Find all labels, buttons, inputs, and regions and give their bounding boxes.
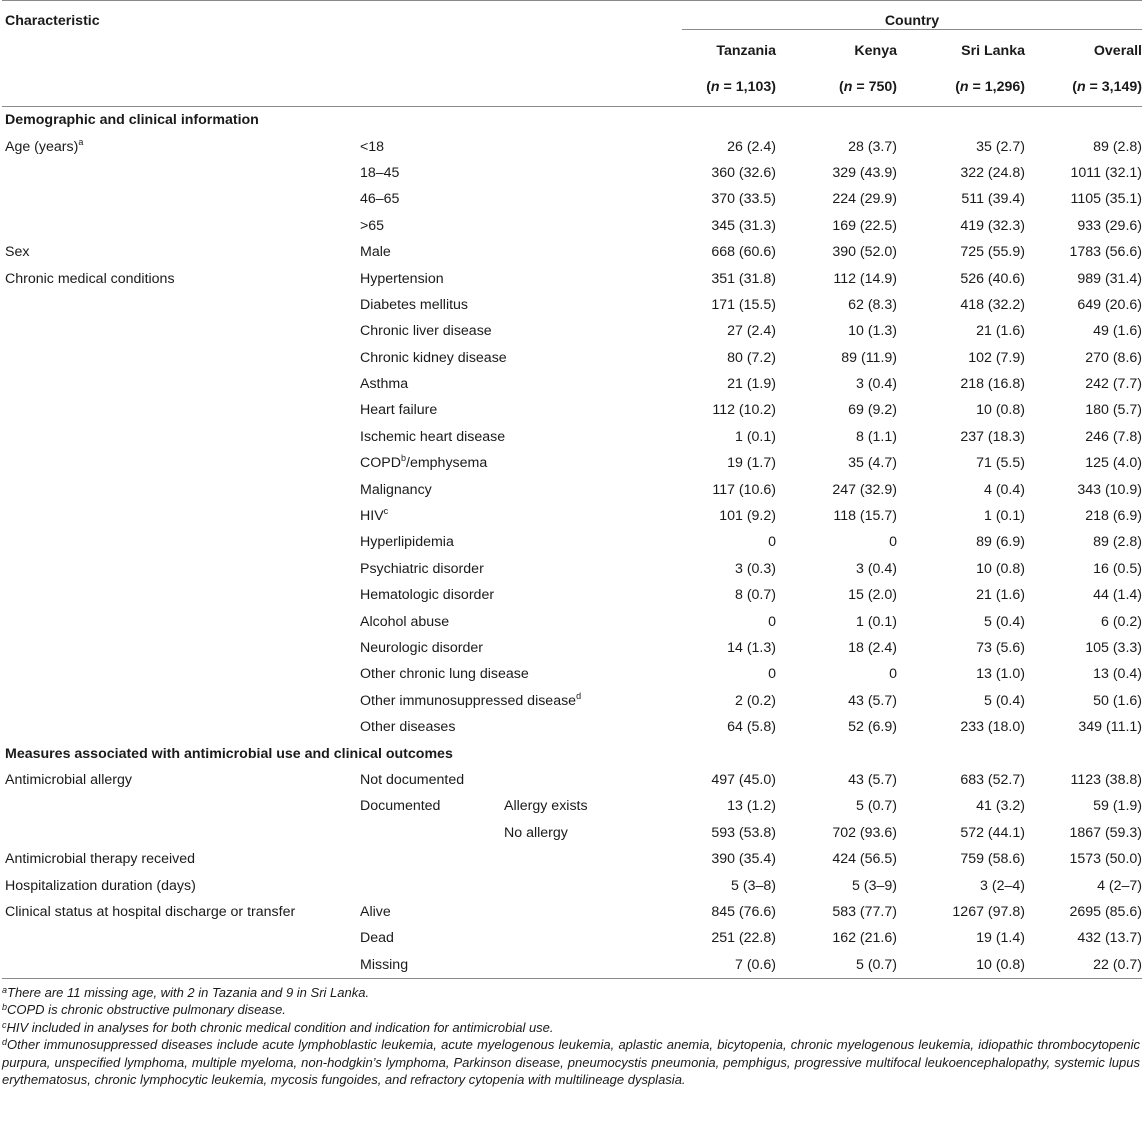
column-heading-overall: Overall	[1093, 43, 1142, 59]
table-cell: 101 (9.2)	[719, 508, 776, 525]
table-row	[2, 239, 1142, 265]
table-cell: 933 (29.6)	[1077, 217, 1143, 234]
table-cell: 112 (10.2)	[712, 402, 776, 419]
table-cell: 989 (31.4)	[1077, 270, 1143, 287]
table-cell: 14 (1.3)	[727, 640, 776, 656]
row-label	[2, 213, 360, 239]
row-sublabel: Other chronic lung disease	[360, 666, 529, 683]
table-cell: 343 (10.9)	[1077, 481, 1143, 498]
row-sublabel-2	[504, 952, 682, 979]
table-cell: 237 (18.3)	[960, 428, 1025, 445]
row-sublabel: Documented	[360, 798, 441, 815]
table-cell: 118 (15.7)	[833, 508, 897, 525]
table-cell: 8 (1.1)	[855, 428, 897, 445]
table-cell: 6 (0.2)	[1101, 613, 1143, 630]
row-sublabel: Dead	[360, 930, 394, 947]
table-cell: 52 (6.9)	[848, 719, 897, 736]
table-cell: 10 (1.3)	[848, 323, 897, 340]
row-label	[2, 793, 360, 819]
table-row	[2, 635, 1142, 661]
row-sublabel: Hematologic disorder	[360, 587, 495, 604]
table-cell: 668 (60.6)	[711, 244, 776, 261]
row-label	[2, 186, 360, 212]
table-row	[2, 424, 1142, 450]
table-cell: 50 (1.6)	[1093, 692, 1143, 709]
header-row-n	[2, 68, 1142, 107]
row-label	[2, 925, 360, 951]
row-sublabel: Not documented	[360, 771, 465, 788]
table-cell: 351 (31.8)	[711, 270, 776, 287]
table-cell: 1123 (38.8)	[1070, 771, 1143, 788]
table-cell: 683 (52.7)	[960, 771, 1025, 788]
row-label	[2, 318, 360, 344]
row-sublabel: Other immunosuppressed disease$^d$	[360, 690, 582, 709]
row-label: Hospitalization duration (days)	[5, 877, 196, 894]
table-row	[2, 213, 1142, 239]
table-cell: 3 (0.4)	[855, 376, 897, 393]
table-cell: 583 (77.7)	[832, 903, 897, 920]
row-label: Sex	[5, 244, 30, 261]
row-sublabel	[360, 820, 504, 846]
table-cell: 218 (6.9)	[1085, 508, 1143, 525]
table-cell: 2695 (85.6)	[1069, 903, 1143, 920]
table-cell: 44 (1.4)	[1093, 587, 1143, 604]
table-row	[2, 661, 1142, 687]
row-sublabel: Chronic liver disease	[360, 323, 492, 340]
row-sublabel: Heart failure	[360, 402, 438, 419]
table-cell: 10 (0.8)	[976, 560, 1025, 577]
table-row	[2, 345, 1142, 371]
row-sublabel: Chronic kidney disease	[360, 349, 507, 366]
table-cell: 169 (22.5)	[832, 217, 897, 234]
table-cell: 702 (93.6)	[832, 824, 897, 841]
table-cell: 432 (13.7)	[1077, 930, 1143, 947]
table-cell: 242 (7.7)	[1085, 376, 1143, 393]
table-cell: 1 (0.1)	[734, 428, 776, 445]
row-sublabel	[360, 872, 504, 898]
table-cell: 35 (4.7)	[848, 455, 897, 472]
table-cell: 125 (4.0)	[1085, 455, 1143, 472]
table-cell: 10 (0.8)	[976, 956, 1025, 973]
row-label	[2, 503, 360, 529]
section-measures-title: Measures associated with antimicrobial use and clinical outcomes	[5, 745, 453, 762]
row-sublabel-2	[504, 925, 682, 951]
table-cell: 3 (0.4)	[855, 560, 897, 577]
row-sublabel: Other diseases	[360, 719, 456, 736]
footnote-a: $^a$There are 11 missing age, with 2 in Tazania and 9 in Sri Lanka.	[2, 984, 370, 1000]
section-measures	[2, 740, 1142, 766]
table-cell: 64 (5.8)	[727, 719, 776, 736]
table-cell: 593 (53.8)	[711, 824, 776, 841]
row-label	[2, 450, 360, 476]
row-label: Antimicrobial allergy	[5, 771, 132, 788]
table-cell: 511 (39.4)	[961, 191, 1025, 208]
table-cell: 5 (0.4)	[983, 613, 1025, 630]
table-cell: 5 (0.4)	[983, 692, 1025, 709]
table-cell: 62 (8.3)	[848, 296, 897, 313]
row-sublabel-2	[504, 872, 682, 898]
table-row	[2, 767, 1142, 793]
table-cell: 89 (11.9)	[841, 349, 897, 366]
row-label	[2, 714, 360, 740]
table-cell: 4 (0.4)	[983, 481, 1025, 498]
row-label	[2, 608, 360, 634]
row-sublabel: Ischemic heart disease	[360, 428, 506, 445]
table-row	[2, 925, 1142, 951]
table-cell: 117 (10.6)	[712, 481, 776, 498]
row-label	[2, 820, 360, 846]
table-cell: 18 (2.4)	[848, 640, 897, 656]
row-label	[2, 635, 360, 661]
row-sublabel: Hypertension	[360, 270, 444, 287]
table-cell: 43 (5.7)	[848, 771, 897, 788]
row-label	[2, 661, 360, 687]
table-cell: 21 (1.9)	[727, 376, 776, 393]
row-label: Clinical status at hospital discharge or transfer	[5, 903, 296, 920]
table-row	[2, 608, 1142, 634]
footnotes	[2, 984, 1140, 1089]
table-row	[2, 397, 1142, 423]
table-row	[2, 820, 1142, 846]
table-cell: 10 (0.8)	[976, 402, 1025, 419]
table-cell: 1783 (56.6)	[1069, 244, 1143, 261]
table-cell: 89 (6.9)	[976, 534, 1025, 551]
row-label	[2, 424, 360, 450]
table-cell: 419 (32.3)	[960, 217, 1025, 234]
table-cell: 26 (2.4)	[727, 138, 776, 155]
table-row	[2, 186, 1142, 212]
row-label	[2, 160, 360, 186]
n-overall: (n = 3,149)	[1072, 79, 1143, 95]
table-cell: 3 (2–4)	[980, 877, 1025, 894]
column-heading-sri-lanka: Sri Lanka	[961, 43, 1025, 59]
n-kenya: (n = 750)	[839, 79, 897, 95]
row-sublabel-2: Allergy exists	[504, 798, 588, 815]
table-cell: 8 (0.7)	[734, 587, 776, 604]
table-row	[2, 872, 1142, 898]
table-row	[2, 476, 1142, 502]
table-cell: 7 (0.6)	[734, 956, 776, 973]
footnote-b: $^b$COPD is chronic obstructive pulmonary disease.	[2, 1002, 286, 1018]
table-cell: 0	[768, 613, 776, 630]
table-cell: 5 (3–9)	[852, 877, 897, 894]
table-cell: 89 (2.8)	[1093, 138, 1143, 155]
table-cell: 105 (3.3)	[1085, 640, 1143, 656]
n-tanzania: (n = 1,103)	[706, 79, 776, 95]
table-row	[2, 450, 1142, 476]
table-cell: 218 (16.8)	[960, 376, 1025, 393]
table-cell: 270 (8.6)	[1085, 349, 1143, 366]
row-label	[2, 345, 360, 371]
row-label	[2, 292, 360, 318]
table-cell: 49 (1.6)	[1093, 323, 1143, 340]
row-sublabel: Alive	[360, 903, 391, 920]
table-cell: 424 (56.5)	[832, 851, 897, 868]
table-cell: 418 (32.2)	[960, 296, 1025, 313]
table-row	[2, 556, 1142, 582]
row-sublabel: Diabetes mellitus	[360, 296, 469, 313]
table-row	[2, 582, 1142, 608]
section-demographic	[2, 107, 1142, 134]
table-cell: 43 (5.7)	[848, 692, 897, 709]
table-cell: 725 (55.9)	[960, 244, 1025, 261]
table-cell: 112 (14.9)	[833, 270, 897, 287]
table-cell: 1105 (35.1)	[1070, 191, 1143, 208]
table-cell: 21 (1.6)	[976, 323, 1025, 340]
table-cell: 349 (11.1)	[1078, 719, 1143, 736]
table-cell: 233 (18.0)	[960, 719, 1025, 736]
row-label	[2, 397, 360, 423]
table-row	[2, 265, 1142, 291]
table-cell: 0	[889, 666, 897, 683]
table-cell: 21 (1.6)	[976, 587, 1025, 604]
country-columns-rule	[682, 40, 1142, 68]
row-label: Antimicrobial therapy received	[5, 851, 196, 868]
table-cell: 15 (2.0)	[848, 587, 897, 604]
row-sublabel: Male	[360, 244, 391, 261]
row-label	[2, 582, 360, 608]
row-label	[2, 556, 360, 582]
table-cell: 19 (1.4)	[976, 930, 1025, 947]
characteristics-table	[2, 0, 1142, 979]
table-cell: 390 (35.4)	[711, 851, 776, 868]
table-row	[2, 899, 1142, 925]
table-cell: 69 (9.2)	[848, 402, 897, 419]
table-cell: 224 (29.9)	[832, 191, 897, 208]
row-sublabel: Asthma	[360, 376, 409, 393]
row-sublabel-2	[504, 899, 682, 925]
table-cell: 0	[768, 666, 776, 683]
footnote-c: $^c$HIV included in analyses for both chronic medical condition and indication for antimicrobial use.	[2, 1019, 554, 1035]
row-sublabel: Alcohol abuse	[360, 613, 450, 630]
table-cell: 102 (7.9)	[968, 349, 1025, 366]
header-row-countries	[2, 40, 1142, 68]
row-label	[2, 371, 360, 397]
table-cell: 2 (0.2)	[734, 692, 776, 709]
row-sublabel-2: No allergy	[504, 824, 568, 841]
table-cell: 4 (2–7)	[1097, 877, 1143, 894]
characteristic-heading: Characteristic	[5, 12, 100, 29]
table-cell: 5 (3–8)	[731, 877, 776, 894]
row-sublabel: HIV$^c$	[360, 506, 389, 525]
row-label	[2, 952, 360, 979]
table-row	[2, 952, 1142, 979]
table-cell: 649 (20.6)	[1077, 296, 1143, 313]
table-cell: 162 (21.6)	[832, 930, 897, 947]
table-cell: 1267 (97.8)	[952, 903, 1025, 920]
row-sublabel: <18	[360, 138, 385, 155]
table-row	[2, 133, 1142, 159]
table-cell: 35 (2.7)	[976, 138, 1025, 155]
row-sublabel: 46–65	[360, 191, 400, 208]
table-cell: 3 (0.3)	[734, 560, 776, 577]
table-cell: 28 (3.7)	[848, 138, 897, 155]
row-sublabel: Neurologic disorder	[360, 640, 484, 656]
table-cell: 572 (44.1)	[960, 824, 1025, 841]
table-cell: 73 (5.6)	[976, 640, 1025, 656]
table-cell: 19 (1.7)	[727, 455, 776, 472]
table-cell: 370 (33.5)	[711, 191, 776, 208]
table-row	[2, 846, 1142, 872]
table-cell: 345 (31.3)	[711, 217, 776, 234]
table-row	[2, 292, 1142, 318]
row-sublabel: >65	[360, 217, 385, 234]
table-row	[2, 318, 1142, 344]
table-cell: 322 (24.8)	[960, 164, 1025, 181]
row-label	[2, 688, 360, 714]
table-cell: 329 (43.9)	[832, 164, 897, 181]
table-cell: 251 (22.8)	[711, 930, 776, 947]
n-sri-lanka: (n = 1,296)	[955, 79, 1025, 95]
table-row	[2, 160, 1142, 186]
table-cell: 41 (3.2)	[976, 798, 1025, 815]
column-heading-kenya: Kenya	[854, 43, 897, 59]
table-row	[2, 371, 1142, 397]
table-cell: 246 (7.8)	[1085, 428, 1143, 445]
row-label	[2, 529, 360, 555]
footnote-d: $^d$Other immunosuppressed diseases include acute lymphoblastic leukemia, acute myelogenous leukemia, aplastic anemia, bicytopenia, chronic myelogenous leukemia, idiopathic thrombocytopenic purpura, unspecified lymphoma, multiple myeloma, non-hodgkin’s lymphoma, Parkinson disease, pneumocystis pneumonia, pemphigus, progressive multifocal leukoencephalopathy, systemic lupus erythematosus, chronic lymphocytic leukemia, mycosis fungoides, and refractory cytopenia with multilineage dysplasia.	[2, 1037, 1140, 1088]
table-cell: 59 (1.9)	[1093, 798, 1143, 815]
row-sublabel: COPD$^b$/emphysema	[360, 453, 488, 472]
table-cell: 16 (0.5)	[1093, 560, 1143, 577]
table-cell: 5 (0.7)	[855, 798, 897, 815]
section-demographic-title: Demographic and clinical information	[5, 112, 259, 129]
table-cell: 22 (0.7)	[1093, 956, 1143, 973]
table-cell: 1011 (32.1)	[1070, 164, 1143, 181]
table-cell: 89 (2.8)	[1093, 534, 1143, 551]
row-label	[2, 476, 360, 502]
table-cell: 1573 (50.0)	[1069, 851, 1143, 868]
country-heading: Country	[884, 12, 940, 29]
row-label: Age (years)$^a$	[5, 136, 84, 155]
table-cell: 526 (40.6)	[960, 270, 1025, 287]
table-cell: 1 (0.1)	[983, 508, 1025, 525]
table-cell: 360 (32.6)	[711, 164, 776, 181]
row-sublabel: Missing	[360, 956, 409, 973]
table-row	[2, 688, 1142, 714]
table-cell: 497 (45.0)	[711, 771, 776, 788]
table-cell: 759 (58.6)	[960, 851, 1025, 868]
table-cell: 180 (5.7)	[1085, 402, 1143, 419]
table-row	[2, 793, 1142, 819]
row-sublabel: Hyperlipidemia	[360, 534, 454, 551]
table-cell: 1867 (59.3)	[1069, 824, 1143, 841]
row-sublabel: 18–45	[360, 164, 400, 181]
table-cell: 13 (1.0)	[976, 666, 1025, 683]
table-cell: 13 (1.2)	[727, 798, 776, 815]
table-cell: 13 (0.4)	[1093, 666, 1143, 683]
table-cell: 247 (32.9)	[832, 481, 897, 498]
row-sublabel-2	[504, 846, 682, 872]
table-cell: 845 (76.6)	[711, 903, 776, 920]
table-row	[2, 503, 1142, 529]
table-cell: 1 (0.1)	[855, 613, 897, 630]
row-sublabel	[360, 846, 504, 872]
table-cell: 0	[768, 534, 776, 551]
row-label: Chronic medical conditions	[5, 270, 175, 287]
row-sublabel: Psychiatric disorder	[360, 560, 484, 577]
table-row	[2, 529, 1142, 555]
table-cell: 80 (7.2)	[727, 349, 776, 366]
table-cell: 390 (52.0)	[832, 244, 897, 261]
column-heading-tanzania: Tanzania	[716, 43, 776, 59]
row-sublabel: Malignancy	[360, 481, 432, 498]
row-sublabel-2	[504, 767, 682, 793]
table-cell: 27 (2.4)	[727, 323, 776, 340]
table-cell: 0	[889, 534, 897, 551]
table-cell: 5 (0.7)	[855, 956, 897, 973]
table-cell: 171 (15.5)	[711, 296, 776, 313]
table-cell: 71 (5.5)	[976, 455, 1025, 472]
table-row	[2, 714, 1142, 740]
